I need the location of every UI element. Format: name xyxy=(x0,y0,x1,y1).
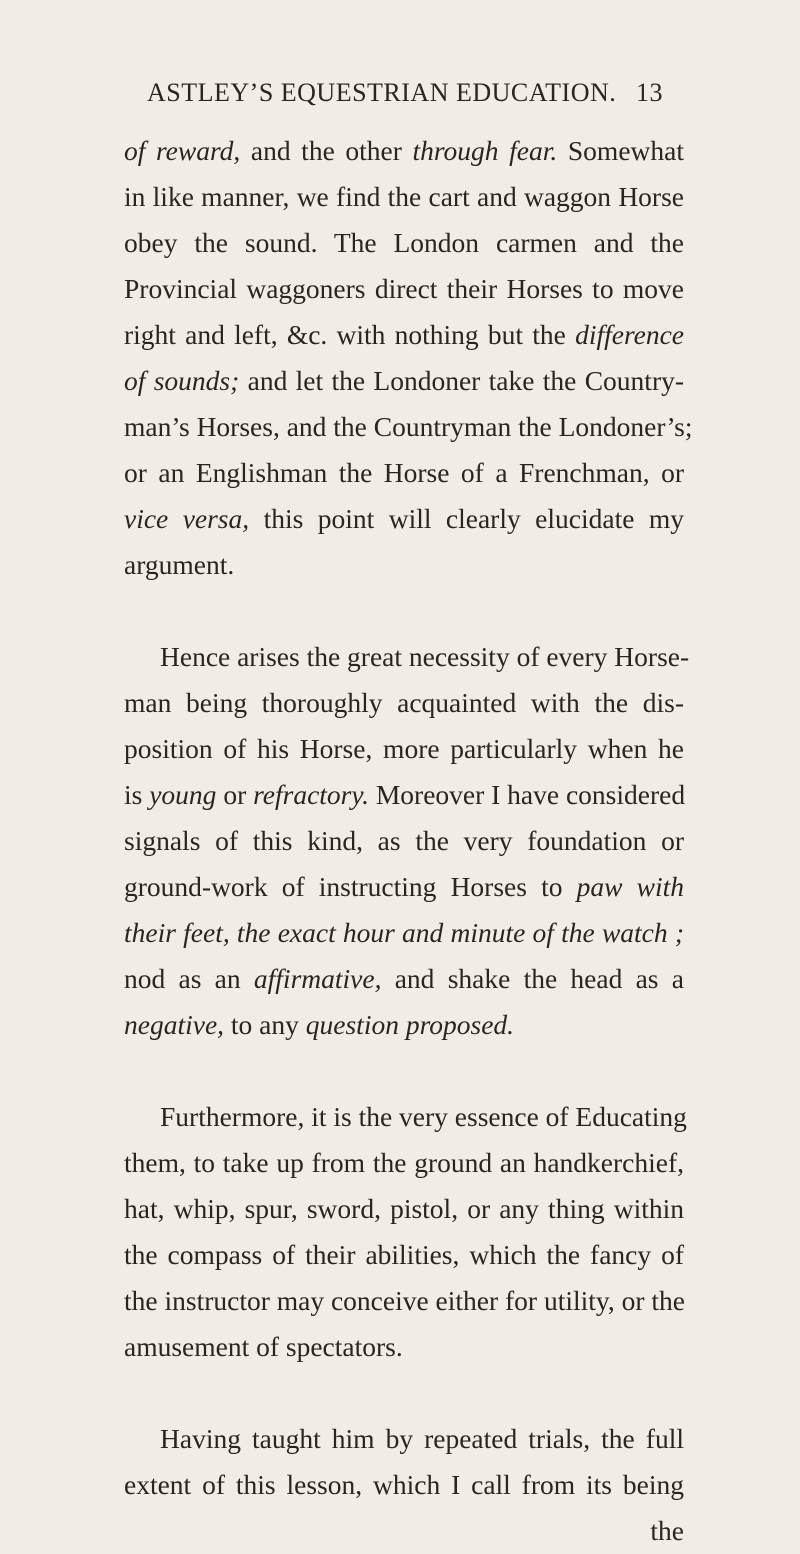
text-run: Somewhat xyxy=(557,135,684,166)
text-line xyxy=(124,772,684,818)
text-line xyxy=(124,358,684,404)
text-line xyxy=(124,1094,687,1140)
text-line xyxy=(124,496,684,542)
text-run: extent of this lesson, which I call from its being xyxy=(124,1469,684,1500)
text-run: Having taught him by repeated trials, the full xyxy=(160,1423,684,1454)
text-line xyxy=(124,174,684,220)
text-line xyxy=(124,956,684,1002)
text-line xyxy=(124,680,684,726)
italic-text: of reward, xyxy=(124,135,241,166)
text-run: Hence arises the great necessity of every Horse- xyxy=(160,641,690,672)
italic-text: their feet, the exact hour and minute of the watch ; xyxy=(124,917,684,948)
text-line xyxy=(124,1002,684,1048)
text-run: argument. xyxy=(124,549,235,580)
text-run: the xyxy=(650,1515,684,1546)
text-run: this point will clearly elucidate my xyxy=(249,503,684,534)
text-run: Moreover I have considered xyxy=(368,779,686,810)
italic-text: through fear. xyxy=(412,135,558,166)
text-run: Furthermore, it is the very essence of Educating xyxy=(160,1101,687,1132)
text-line xyxy=(124,910,684,956)
italic-text: vice versa, xyxy=(124,503,250,534)
text-line xyxy=(124,450,684,496)
text-run: the instructor may conceive either for utility, or the xyxy=(124,1285,686,1316)
running-title: ASTLEY’S EQUESTRIAN EDUCATION. xyxy=(147,78,617,107)
text-run: or xyxy=(216,779,254,810)
text-line xyxy=(124,818,684,864)
text-run: hat, whip, spur, sword, pistol, or any thing within xyxy=(124,1193,684,1224)
text-line xyxy=(124,312,684,358)
text-line xyxy=(124,1416,684,1462)
text-line xyxy=(124,220,684,266)
italic-text: refractory. xyxy=(253,779,369,810)
text-line xyxy=(124,1278,684,1324)
text-line xyxy=(124,266,684,312)
text-run: right and left, &c. with nothing but the xyxy=(124,319,576,350)
text-line xyxy=(124,1186,684,1232)
text-run: is xyxy=(124,779,150,810)
text-line xyxy=(124,1232,684,1278)
body-text xyxy=(124,128,693,1554)
text-line xyxy=(124,1508,684,1554)
text-run: Provincial waggoners direct their Horses to move xyxy=(124,273,684,304)
text-line xyxy=(124,1324,684,1370)
italic-text: negative, xyxy=(124,1009,225,1040)
text-run: and let the Londoner take the Country- xyxy=(239,365,685,396)
text-line xyxy=(124,634,690,680)
text-line xyxy=(124,542,684,588)
text-run: the compass of their abilities, which the fancy of xyxy=(124,1239,684,1270)
text-run: them, to take up from the ground an handkerchief, xyxy=(124,1147,684,1178)
text-line xyxy=(124,1140,684,1186)
text-run: ground-work of instructing Horses to xyxy=(124,871,577,902)
page-header xyxy=(147,78,663,118)
text-line xyxy=(124,404,693,450)
text-line xyxy=(124,864,684,910)
text-run: signals of this kind, as the very foundation or xyxy=(124,825,684,856)
italic-text: paw with xyxy=(576,871,685,902)
text-run: and shake the head as a xyxy=(381,963,684,994)
page-number: 13 xyxy=(636,78,663,107)
text-run: nod as an xyxy=(124,963,254,994)
italic-text: young xyxy=(149,779,217,810)
text-run: position of his Horse, more particularly when he xyxy=(124,733,684,764)
text-run: amusement of spectators. xyxy=(124,1331,403,1362)
text-run: and the other xyxy=(240,135,413,166)
italic-text: difference xyxy=(575,319,684,350)
text-run: man’s Horses, and the Countryman the Londoner’s; xyxy=(124,411,693,442)
text-line xyxy=(124,128,684,174)
italic-text: affirmative, xyxy=(253,963,382,994)
text-run: to any xyxy=(224,1009,306,1040)
text-line xyxy=(124,726,684,772)
text-line xyxy=(124,1462,684,1508)
italic-text: of sounds; xyxy=(124,365,240,396)
text-run: or an Englishman the Horse of a Frenchman, or xyxy=(124,457,684,488)
text-run: in like manner, we find the cart and waggon Horse xyxy=(124,181,684,212)
text-run: man being thoroughly acquainted with the dis- xyxy=(124,687,684,718)
text-run: obey the sound. The London carmen and the xyxy=(124,227,684,258)
italic-text: question proposed. xyxy=(305,1009,515,1040)
